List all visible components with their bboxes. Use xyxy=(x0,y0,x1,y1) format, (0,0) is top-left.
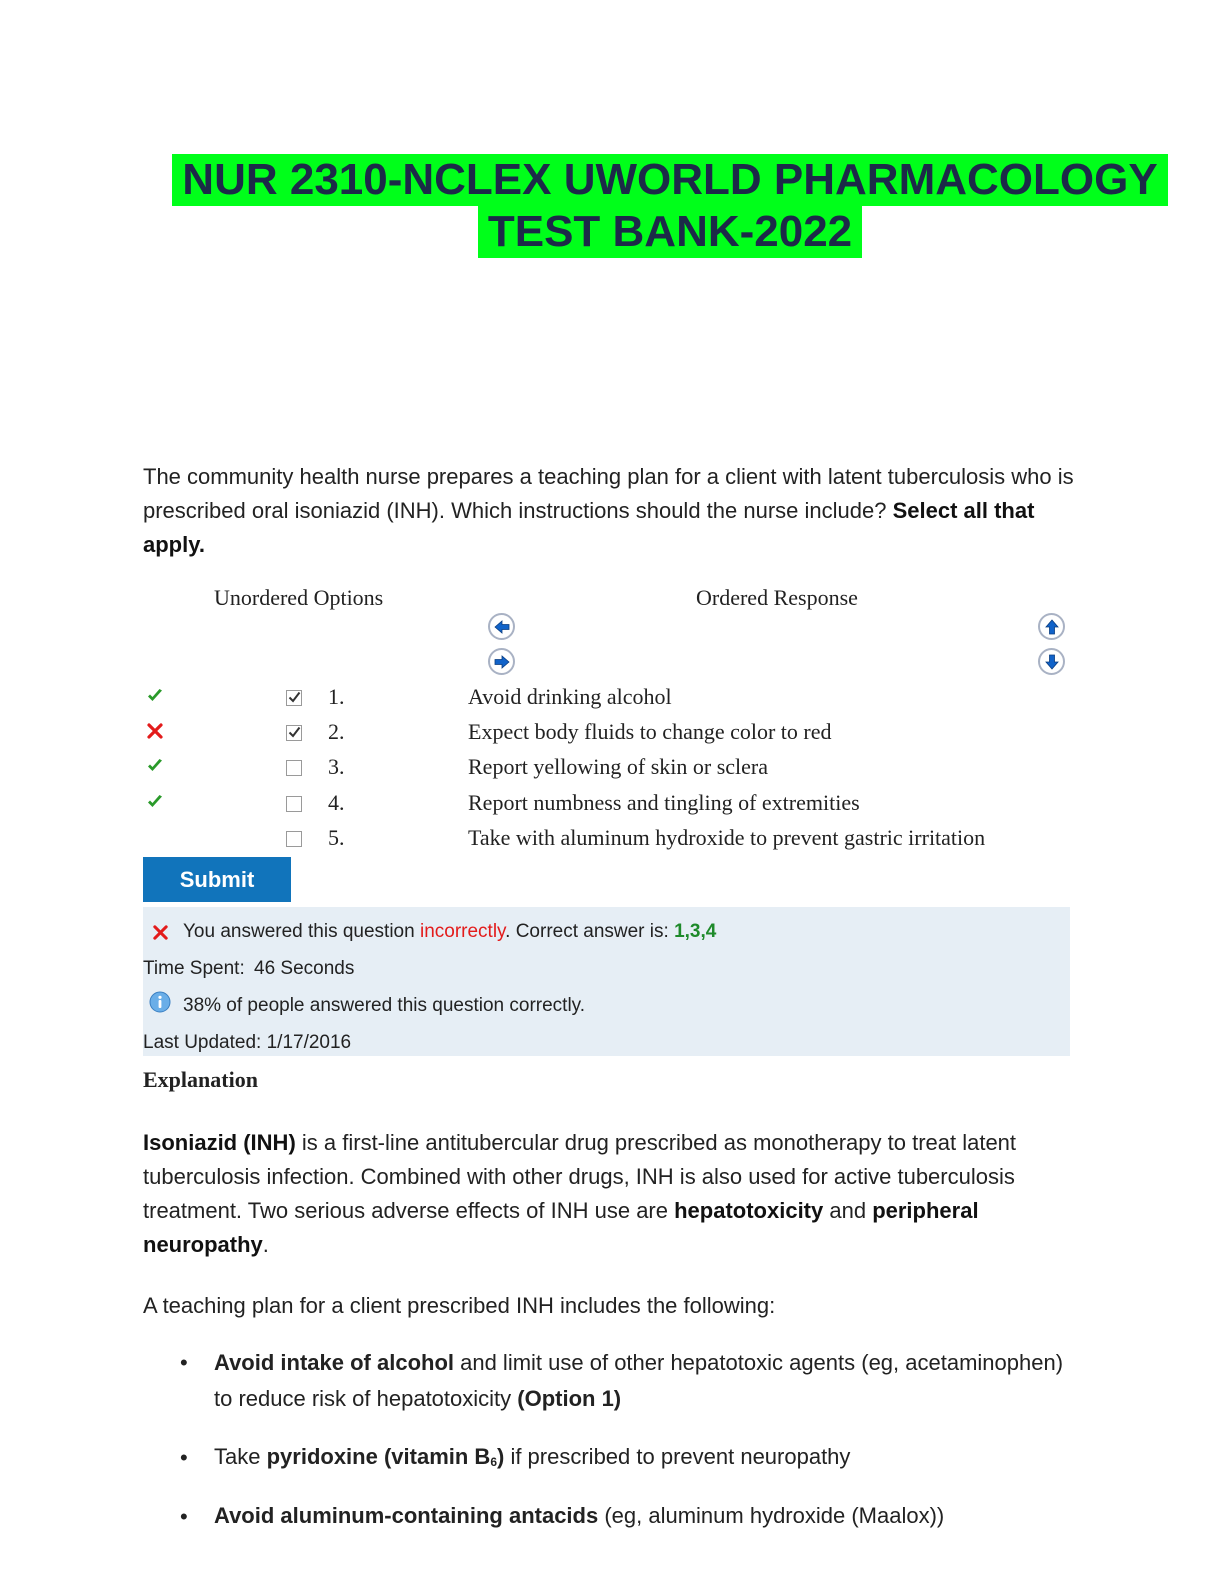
bullet-bold: Avoid aluminum-containing antacids xyxy=(214,1503,599,1528)
result-status: incorrectly xyxy=(419,921,506,942)
option-reference: (Option 1) xyxy=(517,1386,622,1411)
document-title xyxy=(160,154,1180,258)
answer-statistics: 38% of people answered this question correctly. xyxy=(183,995,586,1016)
option-checkbox-4[interactable] xyxy=(286,796,302,812)
move-up-button[interactable] xyxy=(1038,613,1065,640)
updated-label: Last Updated: xyxy=(143,1032,262,1053)
updated-value: 1/17/2016 xyxy=(266,1032,352,1053)
time-spent xyxy=(143,958,354,980)
subscript: 6 xyxy=(490,1455,497,1469)
arrow-up-icon xyxy=(1043,618,1061,636)
option-row-1 xyxy=(0,684,1224,722)
option-checkbox-3[interactable] xyxy=(286,760,302,776)
arrow-down-icon xyxy=(1043,653,1061,671)
select-all-instruction: Select all that apply. xyxy=(143,498,1035,557)
result-panel xyxy=(143,907,1070,1056)
option-text: Avoid drinking alcohol xyxy=(468,684,672,709)
bullet-item-1 xyxy=(214,1345,1074,1417)
option-checkbox-1[interactable] xyxy=(286,690,302,706)
bullet-bold: Avoid intake of alcohol xyxy=(214,1350,454,1375)
correct-check-icon xyxy=(146,793,164,811)
checkmark-icon xyxy=(288,726,301,739)
adverse-effect-1: hepatotoxicity xyxy=(674,1198,824,1223)
option-text: Report numbness and tingling of extremities xyxy=(468,790,860,815)
time-value: 46 Seconds xyxy=(254,958,355,979)
option-text: Expect body fluids to change color to red xyxy=(468,719,832,744)
move-down-button[interactable] xyxy=(1038,648,1065,675)
result-middle: . Correct answer is: xyxy=(505,921,669,942)
option-number: 2. xyxy=(328,719,345,744)
last-updated xyxy=(143,1032,351,1054)
option-row-3 xyxy=(0,754,1224,792)
bullet-marker: • xyxy=(180,1504,188,1529)
option-text: Report yellowing of skin or sclera xyxy=(468,754,768,779)
option-number: 3. xyxy=(328,754,345,779)
drug-name: Isoniazid (INH) xyxy=(143,1130,296,1155)
option-text: Take with aluminum hydroxide to prevent gastric irritation xyxy=(468,825,986,850)
bullet-marker: • xyxy=(180,1350,188,1375)
arrow-right-icon xyxy=(493,653,511,671)
title-line-2: TEST BANK-2022 xyxy=(478,206,862,258)
correct-answer: 1,3,4 xyxy=(674,921,717,942)
incorrect-x-icon xyxy=(146,722,164,740)
bullet-text: (eg, aluminum hydroxide (Maalox)) xyxy=(598,1503,945,1528)
option-row-2 xyxy=(0,719,1224,757)
option-row-4 xyxy=(0,790,1224,828)
option-checkbox-2[interactable] xyxy=(286,725,302,741)
paragraph-text: and xyxy=(823,1198,873,1223)
time-label: Time Spent: xyxy=(143,958,245,979)
correct-check-icon xyxy=(146,757,164,775)
incorrect-x-icon xyxy=(152,924,169,941)
title-line-1: NUR 2310-NCLEX UWORLD PHARMACOLOGY xyxy=(172,154,1167,206)
unordered-options-header: Unordered Options xyxy=(214,585,384,610)
explanation-heading: Explanation xyxy=(143,1067,258,1092)
move-left-button[interactable] xyxy=(488,613,515,640)
question-text: The community health nurse prepares a teaching plan for a client with latent tuberculosis who is prescribed oral isoniazid (INH). Which instructions should the nurse include? xyxy=(143,464,1074,523)
result-message xyxy=(183,921,716,943)
submit-button[interactable]: Submit xyxy=(143,857,291,902)
bullet-text: Take xyxy=(214,1444,267,1469)
explanation-paragraph-2: A teaching plan for a client prescribed INH includes the following: xyxy=(143,1293,776,1318)
correct-check-icon xyxy=(146,687,164,705)
bullet-bold: pyridoxine (vitamin B xyxy=(266,1444,491,1469)
bullet-text: and limit use of other hepatotoxic agents (eg, acetaminophen) to reduce risk of hepatotoxicity xyxy=(214,1350,1064,1411)
option-number: 1. xyxy=(328,684,345,709)
adverse-effect-2: peripheral neuropathy xyxy=(143,1198,979,1257)
bullet-marker: • xyxy=(180,1445,188,1470)
explanation-paragraph-1 xyxy=(143,1126,1083,1262)
paragraph-text: is a first-line antitubercular drug prescribed as monotherapy to treat latent tuberculosis infection. Combined with other drugs, INH is also used for active tuberculosis treatment. Two serious adverse effects of INH use are xyxy=(143,1130,1017,1223)
option-number: 5. xyxy=(328,825,345,850)
option-number: 4. xyxy=(328,790,345,815)
bullet-text: if prescribed to prevent neuropathy xyxy=(504,1444,851,1469)
move-right-button[interactable] xyxy=(488,648,515,675)
paragraph-text: . xyxy=(262,1232,269,1257)
bullet-item-2 xyxy=(214,1439,1074,1480)
ordered-response-header: Ordered Response xyxy=(696,585,858,610)
info-icon xyxy=(149,991,171,1013)
bullet-item-3 xyxy=(214,1498,1074,1534)
bullet-bold: ) xyxy=(497,1444,505,1469)
result-prefix: You answered this question xyxy=(183,921,415,942)
checkmark-icon xyxy=(288,691,301,704)
arrow-left-icon xyxy=(493,618,511,636)
question-stem xyxy=(143,460,1083,562)
option-checkbox-5[interactable] xyxy=(286,831,302,847)
